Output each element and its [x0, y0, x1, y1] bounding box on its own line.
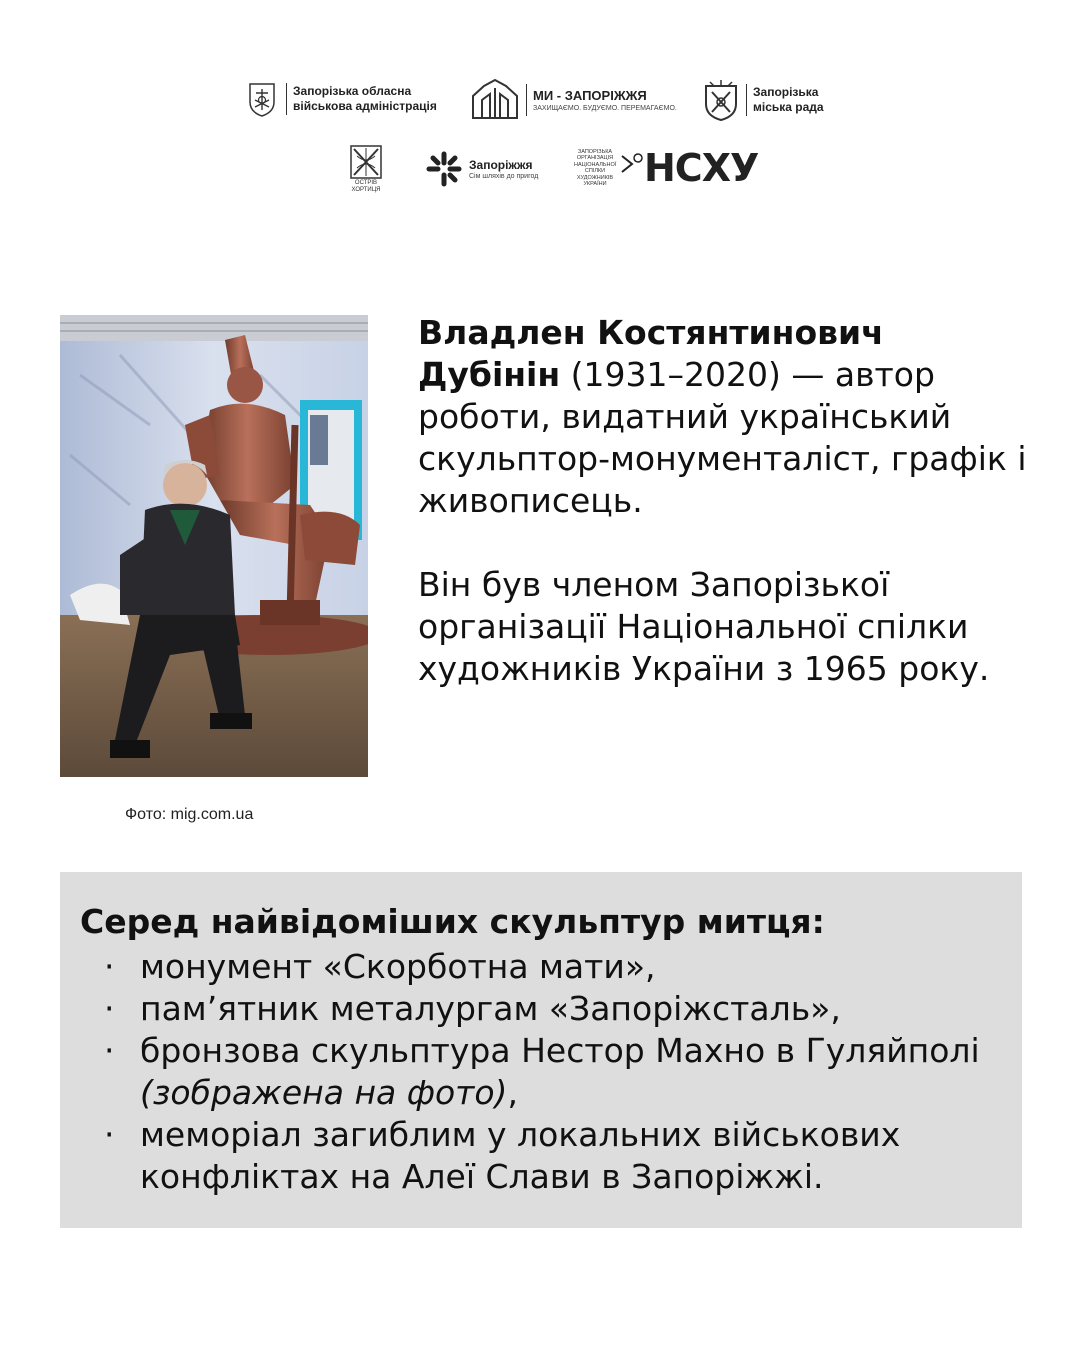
logo-military-admin	[244, 80, 437, 118]
logo-nsxu-text: ЗАПОРІЗЬКА ОРГАНІЗАЦІЯ НАЦІОНАЛЬНОЇ СПІЛКИ ХУДОЖНИКІВ УКРАЇНИ	[574, 148, 617, 187]
bullet-icon: ·	[104, 1115, 115, 1154]
logo-nsxu-mark: НСХУ	[644, 146, 759, 190]
logo-divider	[526, 84, 527, 116]
logo-nsxu	[574, 146, 758, 190]
logo-khortytsia	[346, 144, 386, 194]
logo-council-line1: Запорізька	[753, 85, 819, 99]
bio-years-description: (1931–2020) — автор роботи, видатний український скульптор-монументаліст, графік і живописець.	[418, 355, 1027, 520]
logo-tourism-title: Запоріжжя	[469, 158, 533, 172]
work-text: бронзова скульптура Нестор Махно в Гуляйполі	[140, 1031, 980, 1070]
bullet-icon: ·	[104, 1031, 115, 1070]
logo-military-line2: військова адміністрація	[293, 99, 437, 113]
logo-divider	[746, 84, 747, 116]
star-burst-icon	[423, 148, 465, 190]
bio-paragraph	[418, 312, 1028, 522]
logo-my-zaporizhzhia	[470, 78, 677, 122]
list-item	[100, 1030, 1010, 1114]
sculptor-photo	[60, 315, 368, 777]
bullet-icon: ·	[104, 947, 115, 986]
bullet-icon: ·	[104, 989, 115, 1028]
logo-city-council	[702, 78, 824, 122]
logo-my-subtitle: ЗАХИЩАЄМО. БУДУЄМО. ПЕРЕМАГАЄМО.	[533, 105, 677, 112]
nsxu-emblem-icon	[618, 150, 644, 186]
list-item	[100, 988, 1010, 1030]
coat-of-arms-icon	[244, 80, 280, 118]
sculptor-name: Владлен Костянтинович Дубінін	[418, 313, 884, 394]
logo-khortytsia-text: ОСТРІВ ХОРТИЦЯ	[351, 180, 381, 193]
logo-military-line1: Запорізька обласна	[293, 84, 412, 98]
work-text: меморіал загиблим у локальних військових конфліктах на Алеї Слави в Запоріжжі.	[140, 1115, 901, 1196]
work-text: пам’ятник металургам «Запоріжсталь»,	[140, 989, 841, 1028]
work-text: монумент «Скорботна мати»,	[140, 947, 656, 986]
work-tail: ,	[507, 1073, 518, 1112]
logo-council-line2: міська рада	[753, 100, 824, 114]
works-list	[100, 946, 1010, 1198]
logo-tourism	[423, 148, 538, 190]
logo-my-title: МИ - ЗАПОРІЖЖЯ	[533, 88, 647, 103]
khortytsia-emblem-icon	[349, 144, 383, 180]
city-crest-icon	[702, 78, 740, 122]
bio-text	[418, 312, 1028, 690]
list-item	[100, 946, 1010, 988]
city-skyline-icon	[470, 78, 520, 122]
bio-membership: Він був членом Запорізької організації Національної спілки художників України з 1965 року.	[418, 565, 990, 688]
work-note: (зображена на фото)	[140, 1073, 508, 1112]
works-title: Серед найвідоміших скульптур митця:	[80, 902, 825, 941]
logo-tourism-subtitle: Сім шляхів до пригод	[469, 173, 539, 180]
works-panel	[60, 872, 1022, 1228]
logo-divider	[286, 83, 287, 115]
list-item	[100, 1114, 1010, 1198]
photo-caption: Фото: mig.com.ua	[125, 806, 254, 823]
